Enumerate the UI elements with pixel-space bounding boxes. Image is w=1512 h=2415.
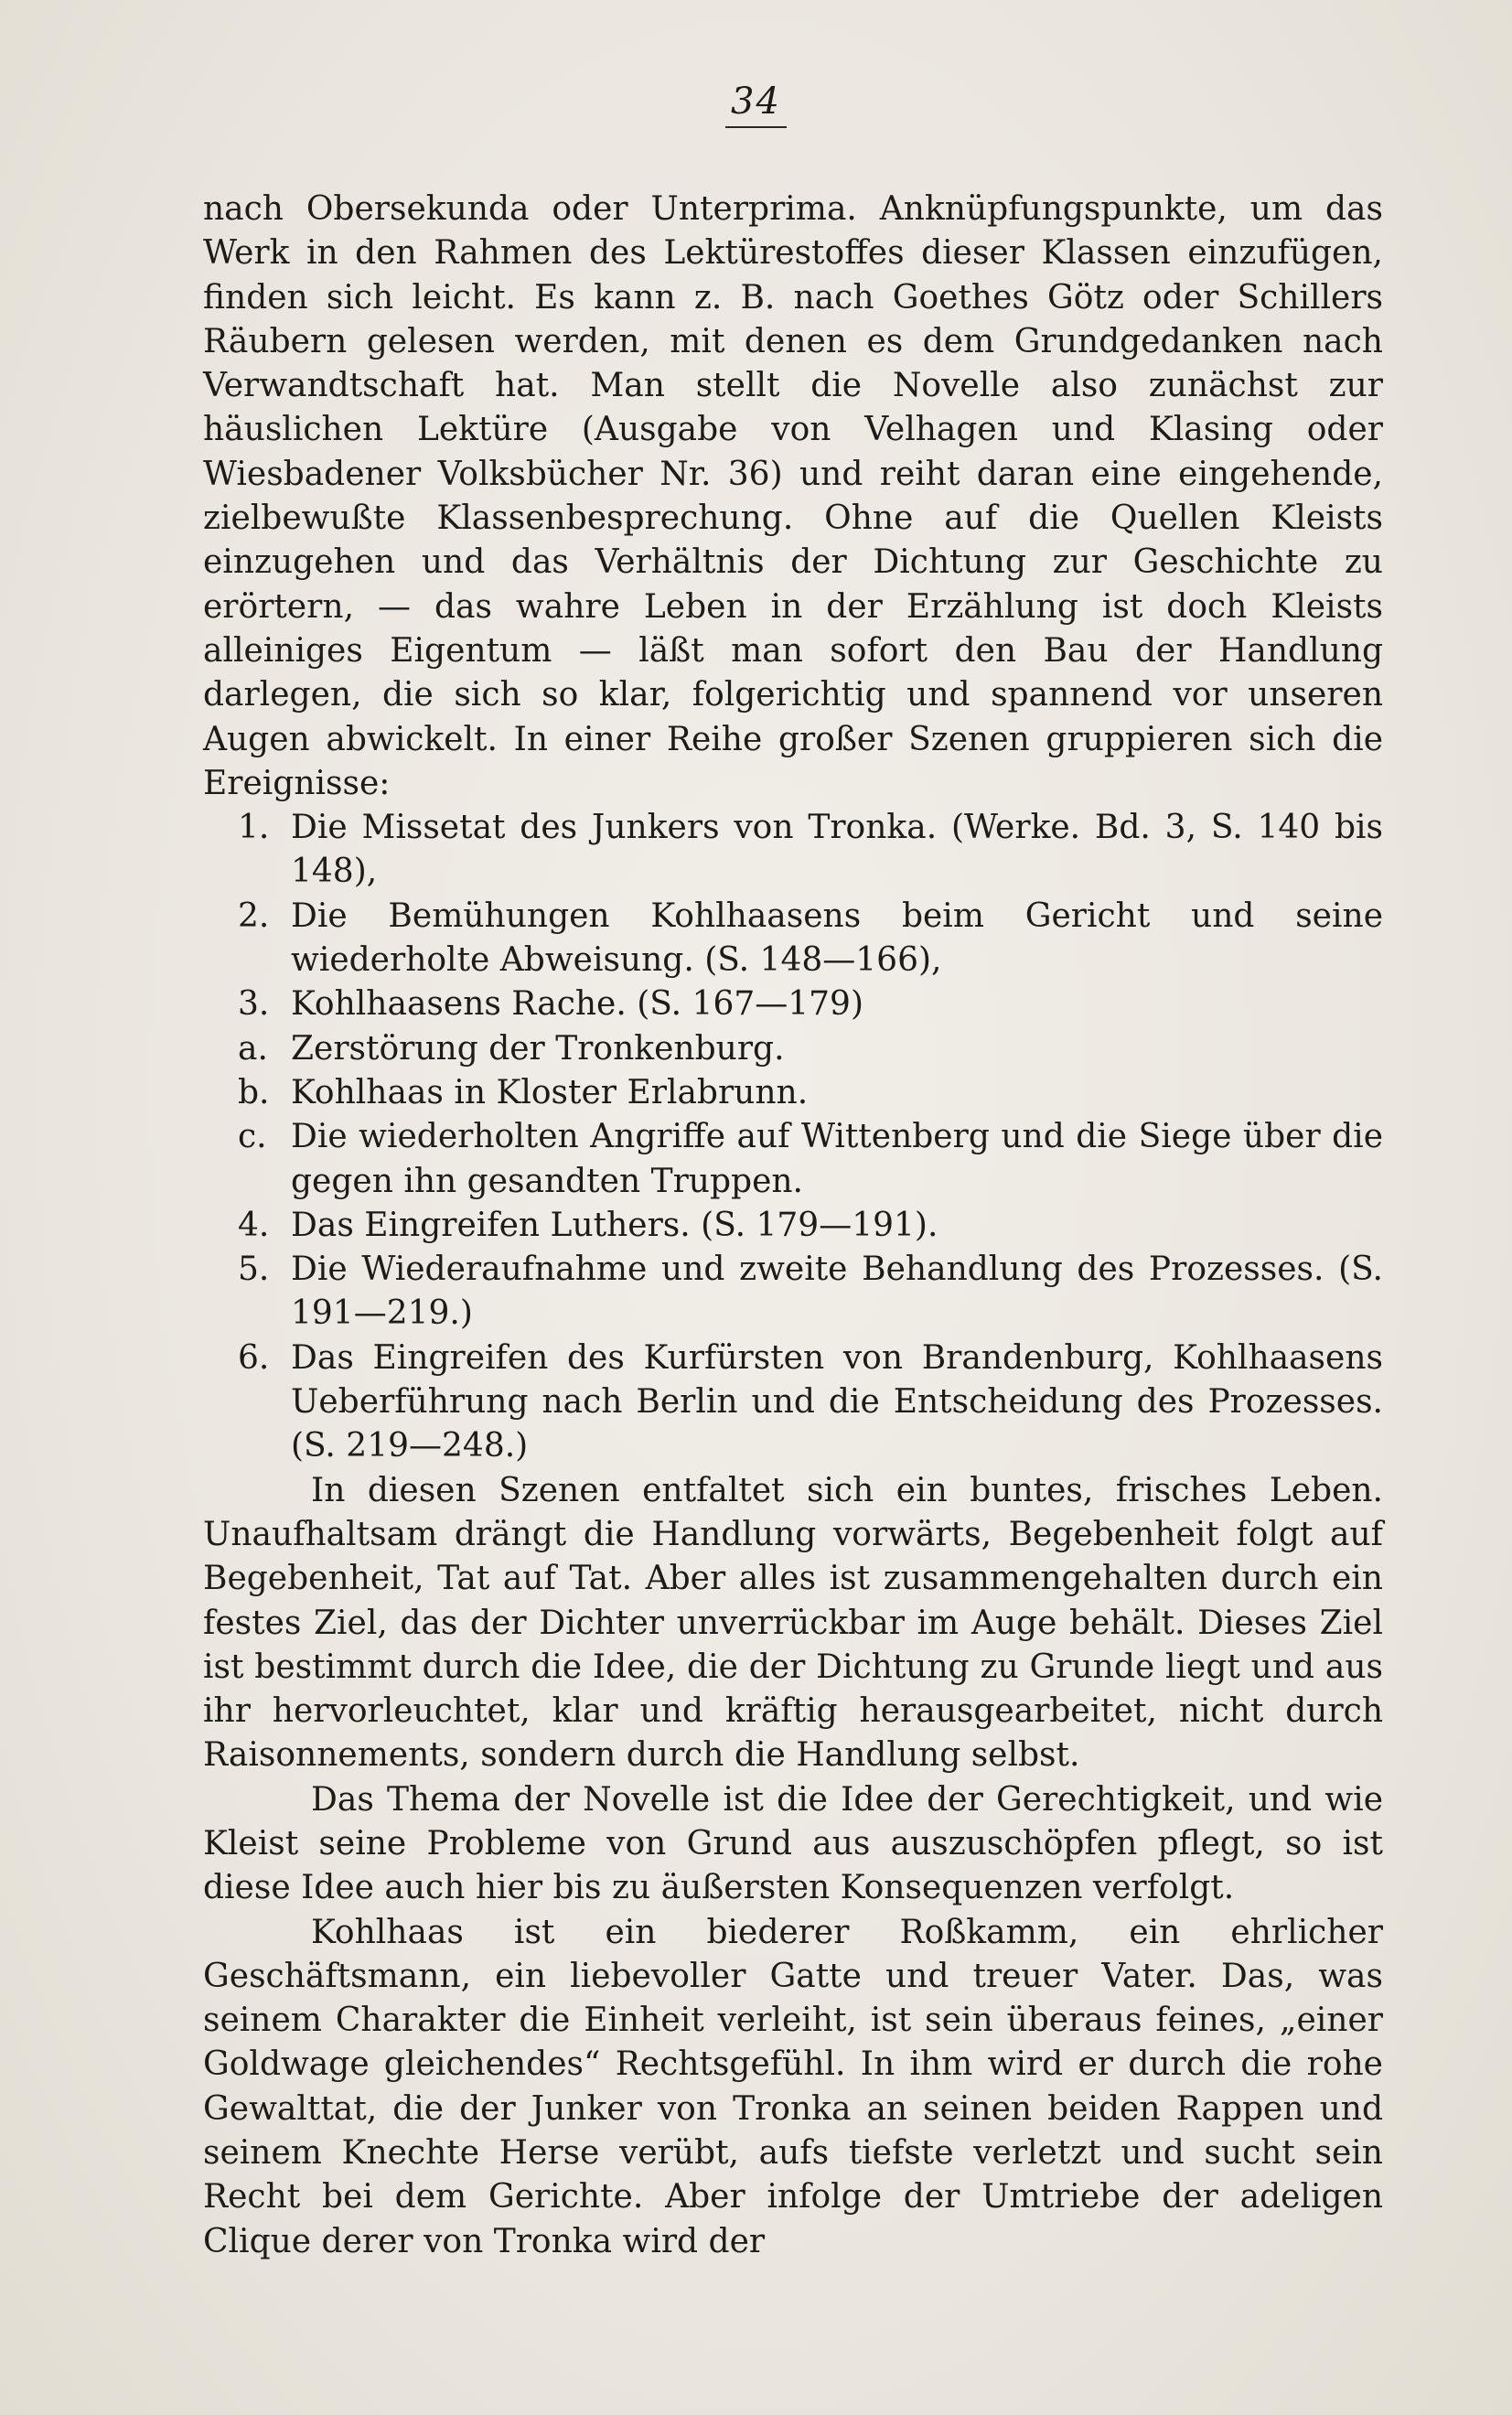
sub-list-item-text: Kohlhaas in Kloster Erlabrunn.: [291, 1073, 809, 1111]
list-item-text: Die Bemühungen Kohlhaasens beim Gericht und seine wiederholte Abweisung. (S. 148—166),: [291, 896, 1383, 980]
list-item: [203, 1204, 1383, 1248]
scene-list: [203, 806, 1383, 1468]
list-item-text: Kohlhaasens Rache. (S. 167—179): [291, 985, 864, 1024]
list-item-text: Die Wiederaufnahme und zweite Behandlung des Prozesses. (S. 191—219.): [291, 1250, 1383, 1333]
paragraph-4: Kohlhaas ist ein biederer Roßkamm, ein ehrlicher Geschäftsmann, ein liebevoller Gatte und treuer Vater. Das, was seinem Charakter die Einheit verleiht, ist sein überaus feines, „einer Goldwage gleichendes“ Rechtsgefühl. In ihm wird er durch die rohe Gewalttat, die der Junker von Tronka an seinen beiden Rappen und seinem Knechte Herse verübt, aufs tiefste verletzt und sucht sein Recht bei dem Gerichte. Aber infolge der Umtriebe der adeligen Clique derer von Tronka wird der: [203, 1913, 1383, 2260]
sub-list-item-letter: b.: [238, 1073, 270, 1111]
list-item-text: Das Eingreifen Luthers. (S. 179—191).: [291, 1206, 938, 1244]
list-item-number: 3.: [238, 985, 270, 1024]
list-item: [203, 982, 1383, 1026]
list-item-number: 2.: [238, 896, 270, 935]
list-item-text: Die Missetat des Junkers von Tronka. (Werke. Bd. 3, S. 140 bis 148),: [291, 809, 1383, 891]
page-number: [0, 80, 1512, 128]
list-item-text: Das Eingreifen des Kurfürsten von Brandenburg, Kohlhaasens Ueberführung nach Berlin und die Entscheidung des Prozesses. (S. 219—248.): [291, 1338, 1383, 1465]
paragraph-2: In diesen Szenen entfaltet sich ein buntes, frisches Leben. Unaufhaltsam drängt die Handlung vorwärts, Begebenheit folgt auf Begebenheit, Tat auf Tat. Aber alles ist zusammengehalten durch ein festes Ziel, das der Dichter unverrückbar im Auge behält. Dieses Ziel ist bestimmt durch die Idee, die der Dichtung zu Grunde liegt und aus ihr hervorleuchtet, klar und kräftig herausgearbeitet, nicht durch Raisonnements, sondern durch die Handlung selbst.: [203, 1471, 1383, 1775]
paragraph-1: nach Obersekunda oder Unterprima. Anknüpfungspunkte, um das Werk in den Rahmen des Lektürestoffes dieser Klassen einzufügen, finden sich leicht. Es kann z. B. nach Goethes Götz oder Schillers Räubern gelesen werden, mit denen es dem Grundgedanken nach Verwandtschaft hat. Man stellt die Novelle also zunächst zur häuslichen Lektüre (Ausgabe von Velhagen und Klasing oder Wiesbadener Volksbücher Nr. 36) und reiht daran eine eingehende, zielbewußte Klassenbesprechung. Ohne auf die Quellen Kleists einzugehen und das Verhältnis der Dichtung zur Geschichte zu erörtern, — das wahre Leben in der Erzählung ist doch Kleists alleiniges Eigentum — läßt man sofort den Bau der Handlung darlegen, die sich so klar, folgerichtig und spannend vor unseren Augen abwickelt. In einer Reihe großer Szenen gruppieren sich die Ereignisse:: [203, 190, 1383, 802]
list-item: [203, 1248, 1383, 1336]
page-number-text: 34: [725, 80, 787, 128]
list-item: [203, 806, 1383, 895]
list-item-number: 6.: [238, 1338, 270, 1377]
list-item-number: 5.: [238, 1250, 270, 1289]
sub-list-item-text: Die wiederholten Angriffe auf Wittenberg und die Siege über die gegen ihn gesandten Truppen.: [291, 1118, 1383, 1200]
paragraph-3: Das Thema der Novelle ist die Idee der Gerechtigkeit, und wie Kleist seine Probleme von Grund aus auszuschöpfen pflegt, so ist diese Idee auch hier bis zu äußersten Konsequenzen verfolgt.: [203, 1780, 1383, 1907]
list-item-number: 1.: [238, 809, 270, 847]
sub-list-item: [203, 1071, 1383, 1115]
list-item: [203, 895, 1383, 983]
list-item-number: 4.: [238, 1206, 270, 1244]
sub-list-item-letter: a.: [238, 1029, 268, 1068]
list-item: [203, 1336, 1383, 1469]
sub-list-item-letter: c.: [238, 1118, 267, 1156]
sub-list-item: [203, 1115, 1383, 1204]
sub-list-item-text: Zerstörung der Tronkenburg.: [291, 1029, 785, 1068]
body-text: [203, 188, 1383, 2264]
sub-list-item: [203, 1027, 1383, 1071]
